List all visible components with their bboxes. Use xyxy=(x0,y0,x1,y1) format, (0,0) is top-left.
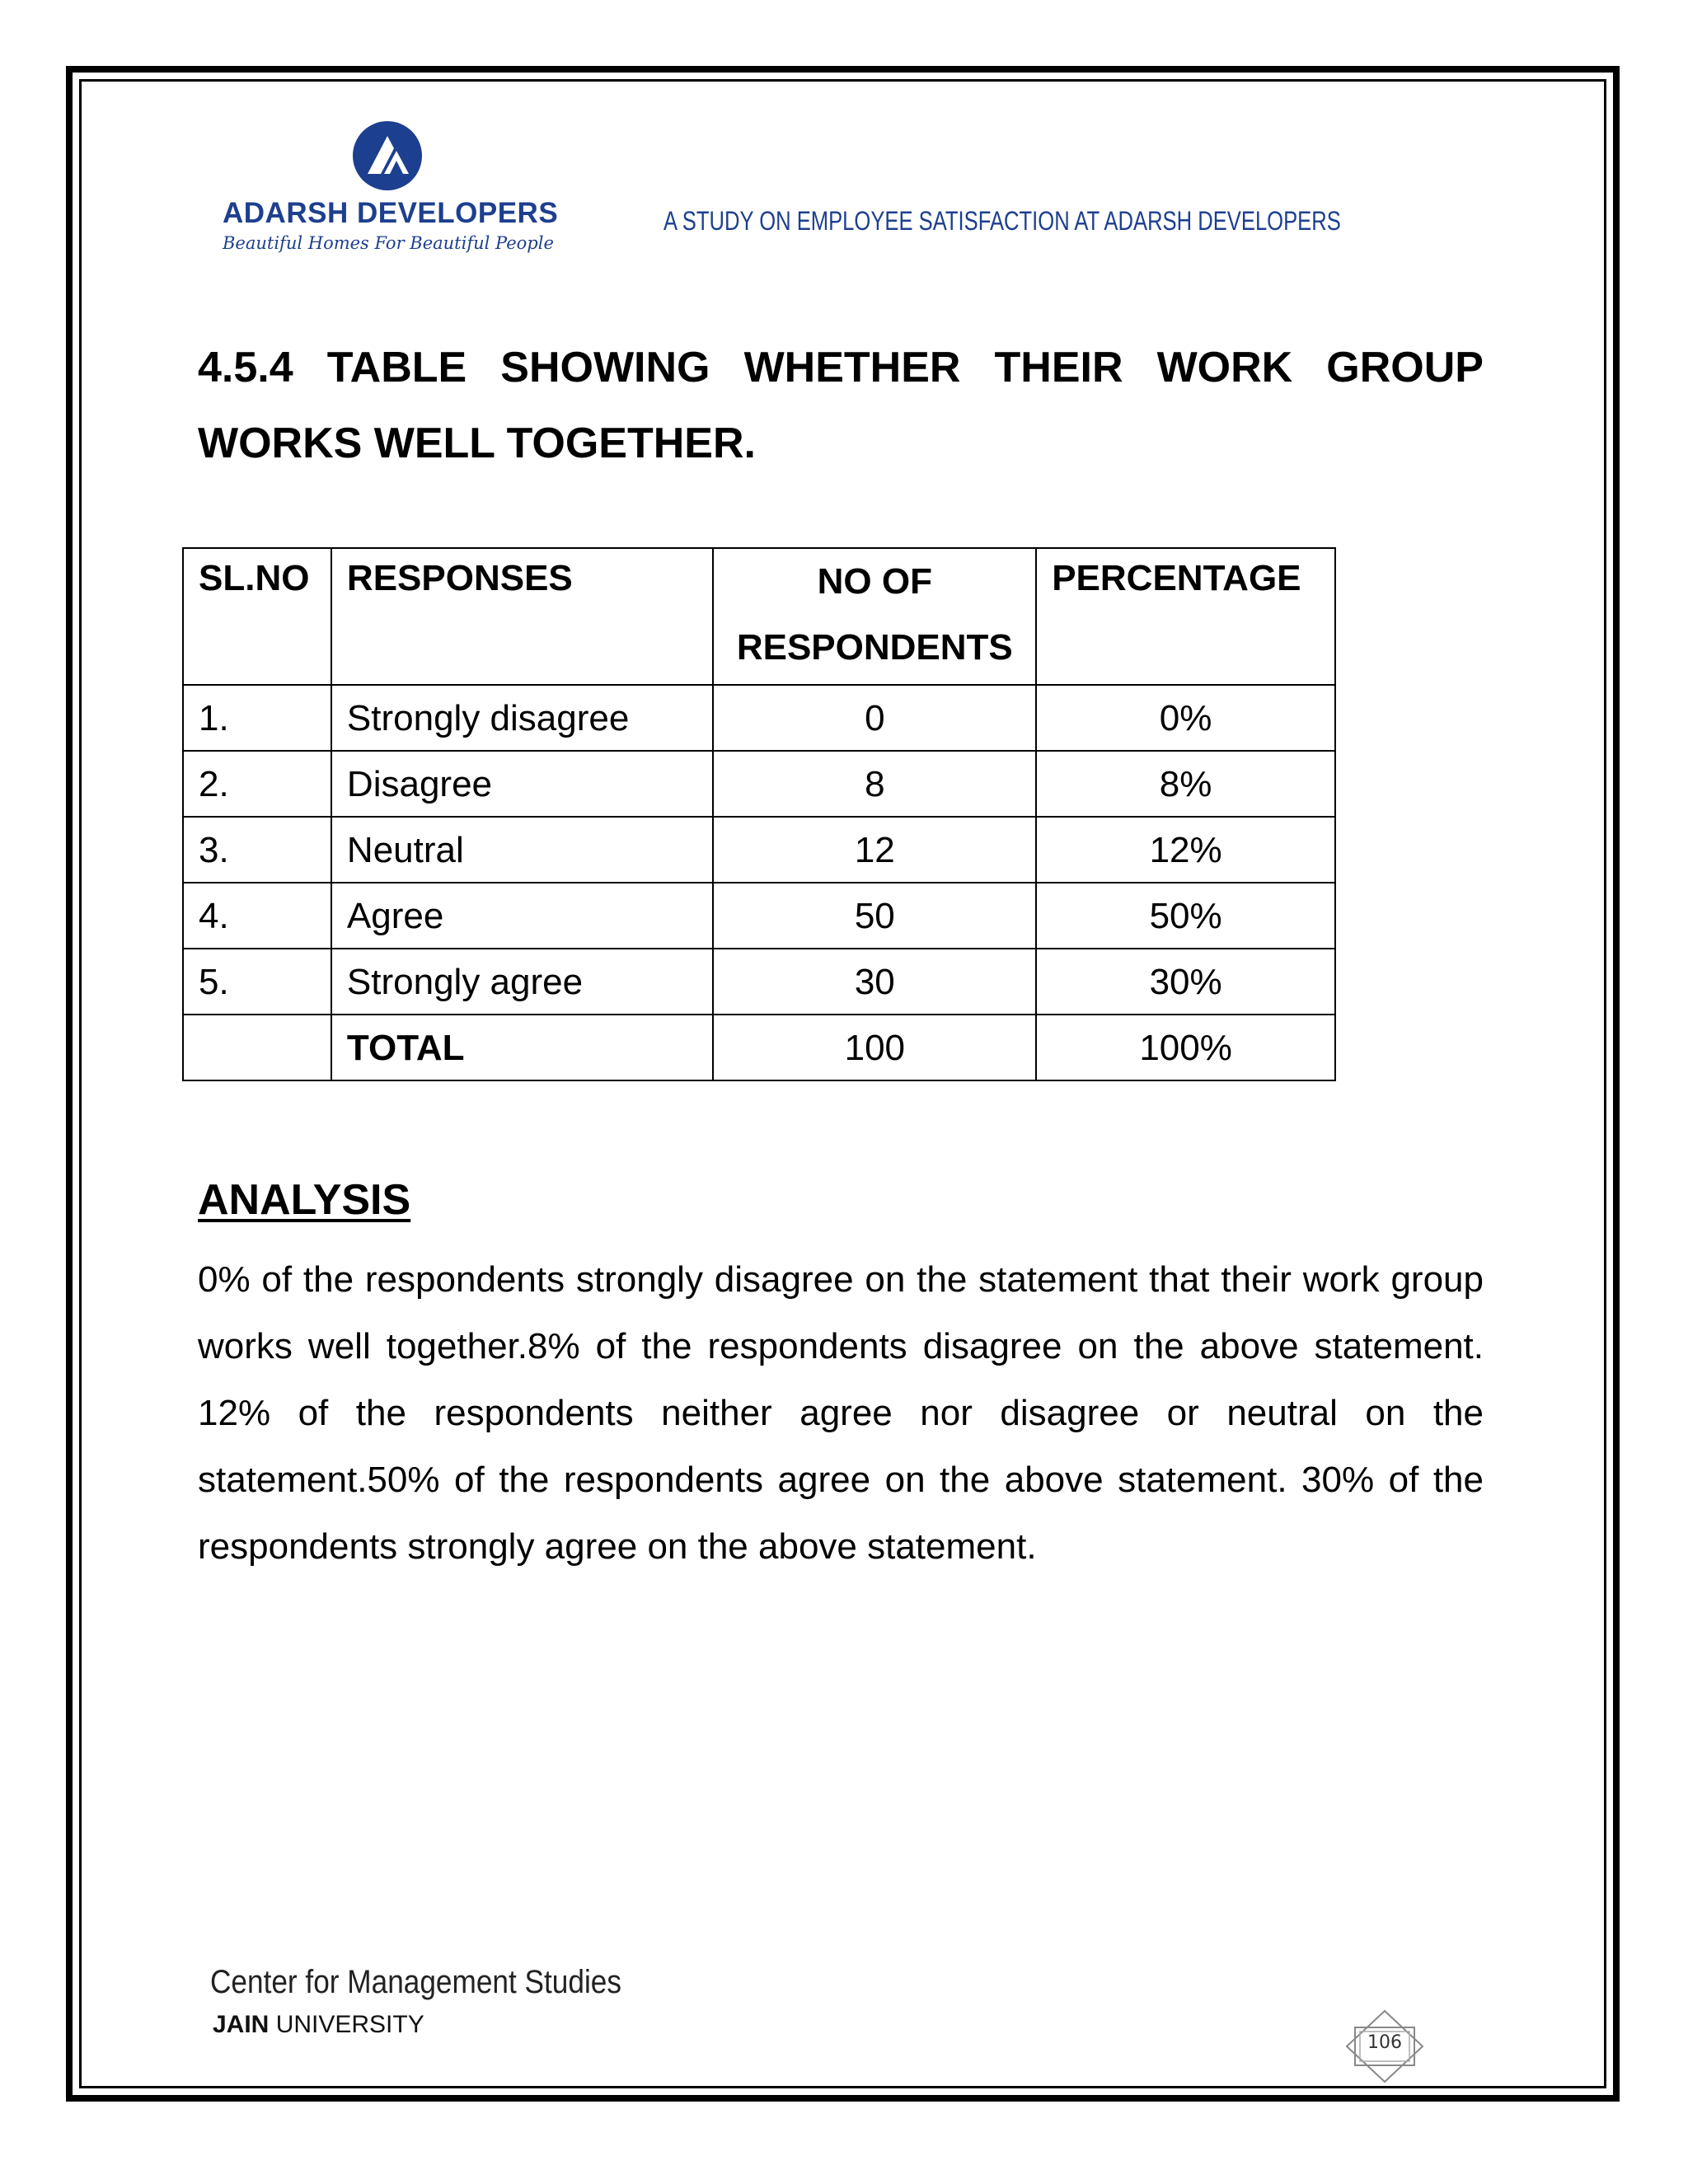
table-row xyxy=(183,949,1335,1015)
cell-slno: 3. xyxy=(183,817,331,883)
cell-slno-empty xyxy=(183,1015,331,1080)
cell-response: Disagree xyxy=(331,751,713,817)
company-logo xyxy=(223,120,559,253)
column-header-percentage: PERCENTAGE xyxy=(1036,548,1335,685)
study-title: A STUDY ON EMPLOYEE SATISFACTION AT ADARSH DEVELOPERS xyxy=(663,206,1341,236)
company-tagline: Beautiful Homes For Beautiful People xyxy=(223,233,554,253)
footer-university-bold: JAIN xyxy=(213,2011,270,2038)
cell-percent: 12% xyxy=(1036,817,1335,883)
table-row xyxy=(183,751,1335,817)
cell-slno: 1. xyxy=(183,685,331,751)
column-header-respondents: NO OF RESPONDENTS xyxy=(713,548,1036,685)
footer-university xyxy=(213,2011,424,2039)
section-heading: 4.5.4 TABLE SHOWING WHETHER THEIR WORK GROUP WORKS WELL TOGETHER. xyxy=(198,344,1484,467)
cell-total-label: TOTAL xyxy=(331,1015,713,1080)
table-row xyxy=(183,685,1335,751)
cell-slno: 5. xyxy=(183,949,331,1015)
cell-percent: 8% xyxy=(1036,751,1335,817)
page-number: 106 xyxy=(1367,2032,1402,2053)
page-number-badge xyxy=(1343,2009,1426,2083)
table-header-row xyxy=(183,548,1335,685)
responses-table xyxy=(182,547,1336,1081)
cell-percent: 0% xyxy=(1036,685,1335,751)
footer-center-name: Center for Management Studies xyxy=(210,1964,621,2000)
table-total-row xyxy=(183,1015,1335,1080)
analysis-title: ANALYSIS xyxy=(198,1176,411,1224)
company-name: ADARSH DEVELOPERS xyxy=(223,197,559,229)
cell-count: 12 xyxy=(713,817,1036,883)
cell-count: 30 xyxy=(713,949,1036,1015)
analysis-paragraph: 0% of the respondents strongly disagree on the statement that their work group works well together.8% of the respondents disagree on the above statement. 12% of the respondents neither agree nor disagree or neutral on the statement.50% of the respondents agree on the above statement. 30% of the respondents strongly agree on the above statement. xyxy=(198,1259,1484,1567)
cell-response: Neutral xyxy=(331,817,713,883)
footer-university-rest: UNIVERSITY xyxy=(269,2011,424,2038)
table-row xyxy=(183,883,1335,949)
column-header-slno: SL.NO xyxy=(183,548,331,685)
cell-total-percent: 100% xyxy=(1036,1015,1335,1080)
cell-percent: 30% xyxy=(1036,949,1335,1015)
company-logo-icon xyxy=(351,120,424,192)
cell-count: 0 xyxy=(713,685,1036,751)
cell-response: Agree xyxy=(331,883,713,949)
table-row xyxy=(183,817,1335,883)
cell-count: 50 xyxy=(713,883,1036,949)
cell-total-count: 100 xyxy=(713,1015,1036,1080)
cell-response: Strongly agree xyxy=(331,949,713,1015)
column-header-responses: RESPONSES xyxy=(331,548,713,685)
cell-response: Strongly disagree xyxy=(331,685,713,751)
cell-percent: 50% xyxy=(1036,883,1335,949)
cell-slno: 4. xyxy=(183,883,331,949)
cell-slno: 2. xyxy=(183,751,331,817)
cell-count: 8 xyxy=(713,751,1036,817)
